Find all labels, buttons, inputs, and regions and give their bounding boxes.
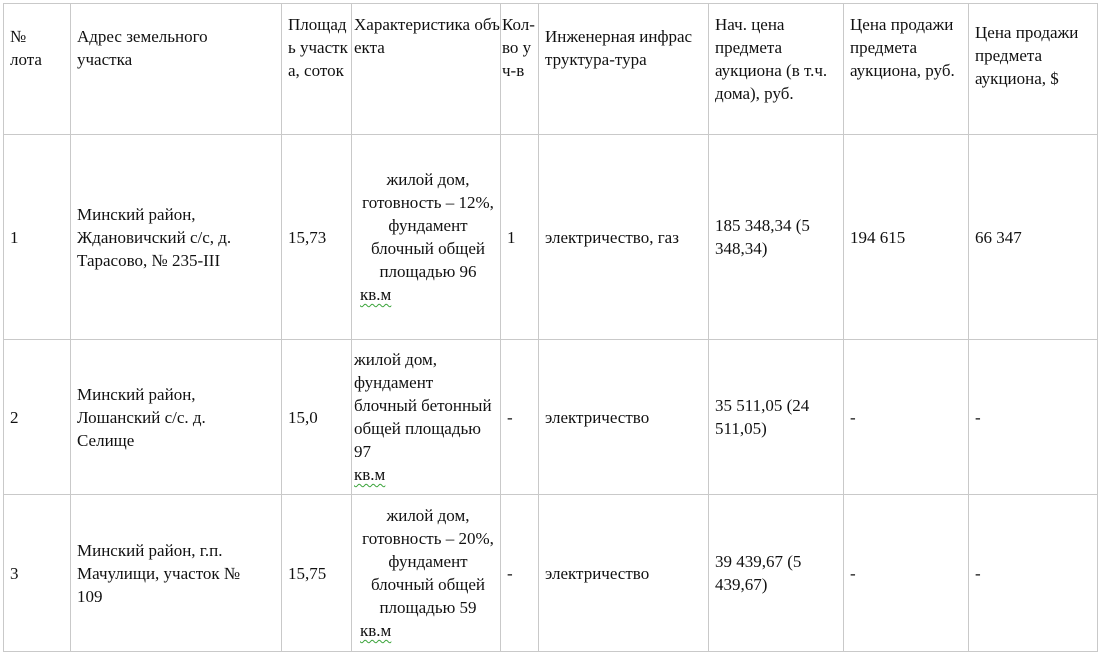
sale-price-usd-cell: - <box>969 340 1098 495</box>
table-header-row <box>4 4 1098 135</box>
lot-no-cell: 3 <box>4 495 71 652</box>
infrastructure-cell: электричество <box>539 495 709 652</box>
address-cell: Минский район, Ждановичский с/с, д. Тарасово, № 235-III <box>71 135 282 340</box>
header-area: Площадь участка, соток <box>282 4 352 135</box>
header-sale-price-rub: Цена продажи предмета аукциона, руб. <box>844 4 969 135</box>
table-row <box>4 495 1098 652</box>
infrastructure-cell: электричество <box>539 340 709 495</box>
table-row <box>4 135 1098 340</box>
sale-price-rub-cell: - <box>844 495 969 652</box>
quantity-cell: - <box>501 495 539 652</box>
area-cell: 15,73 <box>282 135 352 340</box>
start-price-cell: 39 439,67 (5 439,67) <box>709 495 844 652</box>
header-address: Адрес земельного участка <box>71 4 282 135</box>
start-price-cell: 35 511,05 (24 511,05) <box>709 340 844 495</box>
header-lot-no: № лота <box>4 4 71 135</box>
sale-price-rub-cell: 194 615 <box>844 135 969 340</box>
area-unit: кв.м <box>354 465 386 484</box>
header-sale-price-usd: Цена продажи предмета аукциона, $ <box>969 4 1098 135</box>
area-cell: 15,0 <box>282 340 352 495</box>
characteristics-cell: жилой дом, готовность – 20%, фундамент блочный общей площадью 59 кв.м <box>352 495 501 652</box>
sale-price-usd-cell: 66 347 <box>969 135 1098 340</box>
lot-no-cell: 2 <box>4 340 71 495</box>
area-cell: 15,75 <box>282 495 352 652</box>
start-price-cell: 185 348,34 (5 348,34) <box>709 135 844 340</box>
lot-no-cell: 1 <box>4 135 71 340</box>
table-row <box>4 340 1098 495</box>
area-unit: кв.м <box>360 621 392 640</box>
quantity-cell: - <box>501 340 539 495</box>
header-start-price: Нач. цена предмета аукциона (в т.ч. дома), руб. <box>709 4 844 135</box>
address-cell: Минский район, Лошанский с/с. д. Селище <box>71 340 282 495</box>
header-quantity: Кол-во уч-в <box>501 4 539 135</box>
sale-price-usd-cell: - <box>969 495 1098 652</box>
characteristics-cell: жилой дом, фундамент блочный бетонный общей площадью 97 кв.м <box>352 340 501 495</box>
header-characteristics: Характеристика объекта <box>352 4 501 135</box>
characteristics-cell: жилой дом, готовность – 12%, фундамент блочный общей площадью 96 кв.м <box>352 135 501 340</box>
area-unit: кв.м <box>360 285 392 304</box>
infrastructure-cell: электричество, газ <box>539 135 709 340</box>
quantity-cell: 1 <box>501 135 539 340</box>
address-cell: Минский район, г.п. Мачулищи, участок № 109 <box>71 495 282 652</box>
auction-lots-table <box>3 3 1098 652</box>
sale-price-rub-cell: - <box>844 340 969 495</box>
header-infrastructure: Инженерная инфраструктура-тура <box>539 4 709 135</box>
